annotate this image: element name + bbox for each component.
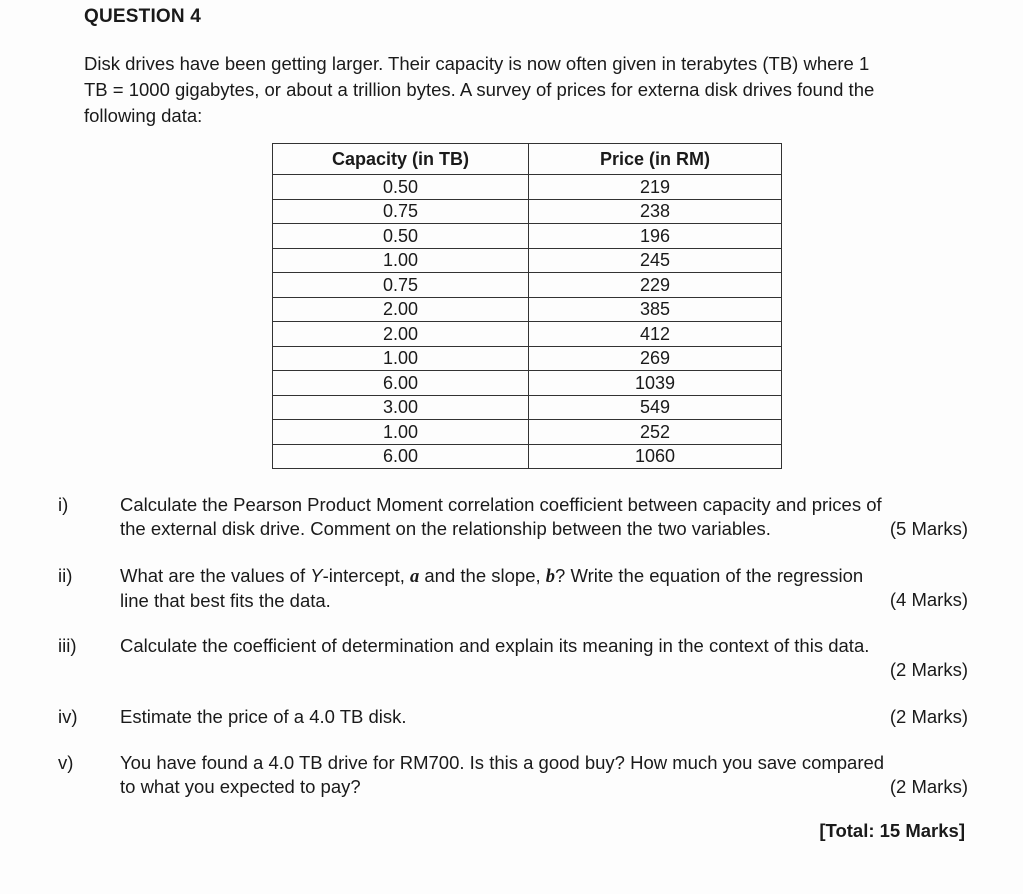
question-2-var-y: Y (310, 565, 323, 586)
price-cell: 245 (529, 248, 782, 273)
question-4-marks: (2 Marks) (889, 706, 968, 727)
question-4-number: iv) (58, 706, 78, 727)
table-row (273, 199, 782, 224)
capacity-cell: 0.75 (273, 273, 529, 298)
question-1-line-1: Calculate the Pearson Product Moment correlation coefficient between capacity and prices of (120, 494, 882, 515)
question-1-number: i) (58, 494, 69, 515)
intro-paragraph (84, 51, 984, 129)
question-2-text-2: -intercept, (322, 565, 410, 586)
question-2-text-4: ? Write the equation of the regression (555, 565, 864, 586)
question-3-number: iii) (58, 635, 77, 656)
capacity-cell: 1.00 (273, 248, 529, 273)
question-3-marks: (2 Marks) (889, 659, 968, 680)
price-cell: 238 (529, 199, 782, 224)
table-row (273, 322, 782, 347)
price-cell: 219 (529, 175, 782, 200)
header-price: Price (in RM) (529, 144, 782, 175)
question-heading: QUESTION 4 (84, 6, 202, 27)
question-5-marks: (2 Marks) (889, 776, 968, 797)
price-cell: 549 (529, 395, 782, 420)
table-row (273, 224, 782, 249)
table-row (273, 273, 782, 298)
capacity-cell: 0.50 (273, 175, 529, 200)
question-2-text-1: What are the values of (120, 565, 311, 586)
header-capacity: Capacity (in TB) (273, 144, 529, 175)
price-cell: 385 (529, 297, 782, 322)
table-row (273, 444, 782, 469)
price-cell: 1060 (529, 444, 782, 469)
capacity-cell: 0.50 (273, 224, 529, 249)
table-row (273, 395, 782, 420)
capacity-cell: 2.00 (273, 322, 529, 347)
capacity-cell: 1.00 (273, 346, 529, 371)
question-2-line-1 (120, 564, 970, 589)
question-2-marks: (4 Marks) (889, 589, 968, 610)
data-table (272, 143, 782, 469)
capacity-cell: 6.00 (273, 444, 529, 469)
capacity-cell: 1.00 (273, 420, 529, 445)
table-row (273, 297, 782, 322)
capacity-cell: 2.00 (273, 297, 529, 322)
question-5-line-1: You have found a 4.0 TB drive for RM700. Is this a good buy? How much you save compared (120, 752, 885, 773)
capacity-cell: 3.00 (273, 395, 529, 420)
price-cell: 196 (529, 224, 782, 249)
table-row (273, 175, 782, 200)
question-2-number: ii) (58, 565, 73, 586)
capacity-cell: 0.75 (273, 199, 529, 224)
table-header-row (273, 144, 782, 175)
intro-line-2: TB = 1000 gigabytes, or about a trillion bytes. A survey of prices for externa disk drives found the (84, 79, 875, 100)
question-2-line-2: line that best fits the data. (120, 590, 331, 611)
table-row (273, 420, 782, 445)
intro-line-1: Disk drives have been getting larger. Their capacity is now often given in terabytes (TB) where 1 (84, 53, 870, 74)
table-row (273, 248, 782, 273)
question-4-line-1: Estimate the price of a 4.0 TB disk. (120, 706, 407, 727)
question-5-number: v) (58, 752, 74, 773)
question-2-text-3: and the slope, (419, 565, 546, 586)
question-1-line-2: the external disk drive. Comment on the relationship between the two variables. (120, 518, 771, 539)
total-marks: [Total: 15 Marks] (819, 820, 965, 841)
price-cell: 229 (529, 273, 782, 298)
price-cell: 252 (529, 420, 782, 445)
question-2-var-b: b (545, 567, 556, 587)
table-row (273, 371, 782, 396)
table-body (273, 175, 782, 469)
price-cell: 269 (529, 346, 782, 371)
capacity-cell: 6.00 (273, 371, 529, 396)
intro-line-3: following data: (84, 105, 203, 126)
question-2-var-a: a (410, 567, 420, 587)
price-cell: 1039 (529, 371, 782, 396)
question-1-marks: (5 Marks) (889, 518, 968, 539)
price-cell: 412 (529, 322, 782, 347)
question-3-line-1: Calculate the coefficient of determination and explain its meaning in the context of this data. (120, 635, 870, 656)
table-row (273, 346, 782, 371)
question-5-line-2: to what you expected to pay? (120, 776, 361, 797)
